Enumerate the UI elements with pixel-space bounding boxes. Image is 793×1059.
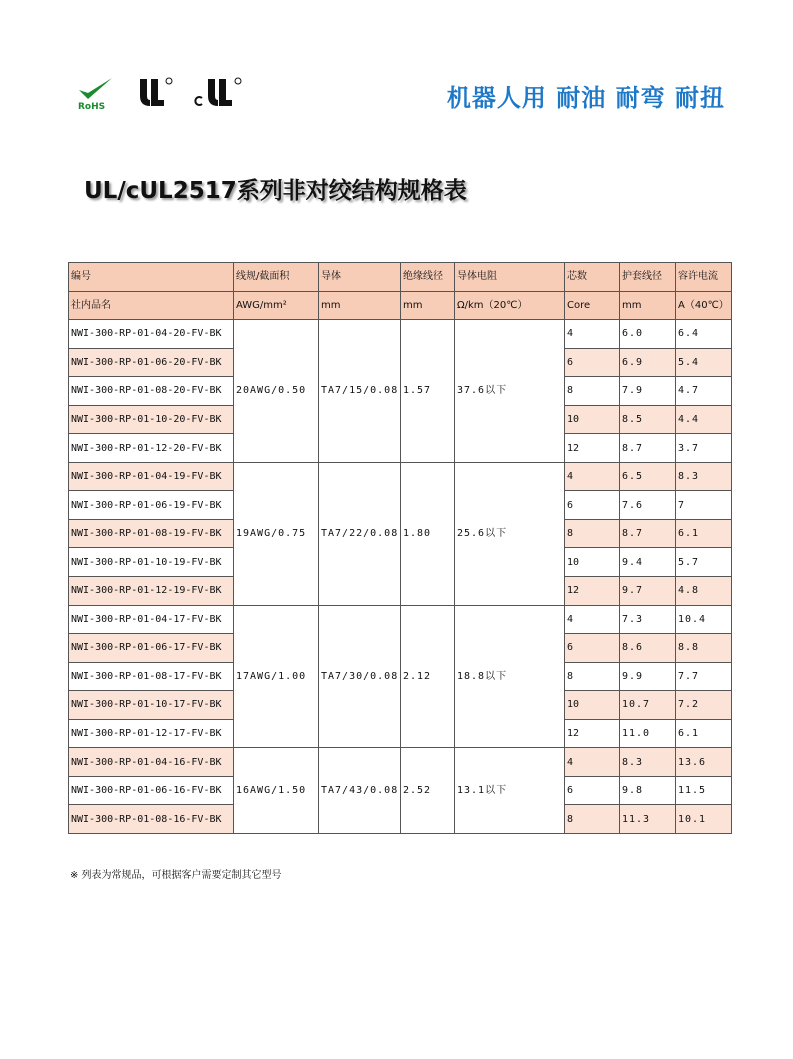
- part-number-cell: NWI-300-RP-01-10-19-FV-BK: [69, 548, 234, 577]
- header-insulation: 绝缘线径: [401, 263, 455, 292]
- table-row: [69, 320, 732, 349]
- cores-cell: 4: [565, 320, 620, 349]
- table-row: [69, 462, 732, 491]
- header-sheath: 护套线径: [620, 263, 676, 292]
- conductor-cell: TA7/30/0.08: [319, 605, 401, 748]
- header-code: 社内品名: [69, 291, 234, 320]
- checkmark-icon: [76, 76, 116, 102]
- sheath-cell: 11.0: [620, 719, 676, 748]
- header-conductor: mm: [319, 291, 401, 320]
- footnote: ※ 列表为常规品，可根据客户需要定制其它型号: [70, 870, 282, 881]
- part-number-cell: NWI-300-RP-01-08-16-FV-BK: [69, 805, 234, 834]
- sheath-cell: 9.7: [620, 577, 676, 606]
- part-number-cell: NWI-300-RP-01-08-19-FV-BK: [69, 519, 234, 548]
- part-number-cell: NWI-300-RP-01-12-20-FV-BK: [69, 434, 234, 463]
- part-number-cell: NWI-300-RP-01-12-19-FV-BK: [69, 577, 234, 606]
- header-gauge: AWG/mm²: [234, 291, 319, 320]
- part-number-cell: NWI-300-RP-01-04-16-FV-BK: [69, 748, 234, 777]
- ul-mark-icon: [136, 76, 174, 108]
- cores-cell: 4: [565, 605, 620, 634]
- current-cell: 11.5: [676, 776, 732, 805]
- current-cell: 7: [676, 491, 732, 520]
- part-number-cell: NWI-300-RP-01-04-20-FV-BK: [69, 320, 234, 349]
- cores-cell: 6: [565, 776, 620, 805]
- header-conductor: 导体: [319, 263, 401, 292]
- table-row: [69, 605, 732, 634]
- current-cell: 8.3: [676, 462, 732, 491]
- sheath-cell: 7.3: [620, 605, 676, 634]
- header-code: 编号: [69, 263, 234, 292]
- sheath-cell: 9.9: [620, 662, 676, 691]
- header-gauge: 线规/截面积: [234, 263, 319, 292]
- sheath-cell: 8.6: [620, 634, 676, 663]
- gauge-cell: 20AWG/0.50: [234, 320, 319, 463]
- resistance-cell: 13.1以下: [455, 748, 565, 834]
- gauge-cell: 17AWG/1.00: [234, 605, 319, 748]
- current-cell: 8.8: [676, 634, 732, 663]
- cores-cell: 12: [565, 434, 620, 463]
- part-number-cell: NWI-300-RP-01-06-16-FV-BK: [69, 776, 234, 805]
- part-number-cell: NWI-300-RP-01-10-20-FV-BK: [69, 405, 234, 434]
- current-cell: 4.7: [676, 377, 732, 406]
- cores-cell: 10: [565, 405, 620, 434]
- gauge-cell: 19AWG/0.75: [234, 462, 319, 605]
- sheath-cell: 8.7: [620, 434, 676, 463]
- cores-cell: 6: [565, 634, 620, 663]
- current-cell: 6.1: [676, 519, 732, 548]
- part-number-cell: NWI-300-RP-01-04-17-FV-BK: [69, 605, 234, 634]
- cores-cell: 4: [565, 748, 620, 777]
- page-title: UL/cUL2517系列非对绞结构规格表: [84, 178, 467, 204]
- current-cell: 5.4: [676, 348, 732, 377]
- sheath-cell: 8.5: [620, 405, 676, 434]
- header-sheath: mm: [620, 291, 676, 320]
- current-cell: 13.6: [676, 748, 732, 777]
- part-number-cell: NWI-300-RP-01-08-17-FV-BK: [69, 662, 234, 691]
- sheath-cell: 6.9: [620, 348, 676, 377]
- header-cores: Core: [565, 291, 620, 320]
- cores-cell: 6: [565, 491, 620, 520]
- insulation-cell: 2.12: [401, 605, 455, 748]
- header-resistance: Ω/km（20℃）: [455, 291, 565, 320]
- cores-cell: 12: [565, 577, 620, 606]
- cores-cell: 12: [565, 719, 620, 748]
- sheath-cell: 11.3: [620, 805, 676, 834]
- rohs-logo-text: RoHS: [78, 102, 106, 112]
- current-cell: 7.2: [676, 691, 732, 720]
- gauge-cell: 16AWG/1.50: [234, 748, 319, 834]
- cores-cell: 8: [565, 805, 620, 834]
- header-row: [69, 263, 732, 292]
- rohs-logo: [76, 76, 116, 112]
- sheath-cell: 7.6: [620, 491, 676, 520]
- header-resistance: 导体电阻: [455, 263, 565, 292]
- conductor-cell: TA7/43/0.08: [319, 748, 401, 834]
- current-cell: 3.7: [676, 434, 732, 463]
- resistance-cell: 18.8以下: [455, 605, 565, 748]
- sheath-cell: 8.3: [620, 748, 676, 777]
- current-cell: 4.8: [676, 577, 732, 606]
- current-cell: 10.4: [676, 605, 732, 634]
- part-number-cell: NWI-300-RP-01-08-20-FV-BK: [69, 377, 234, 406]
- sheath-cell: 10.7: [620, 691, 676, 720]
- sheath-cell: 8.7: [620, 519, 676, 548]
- insulation-cell: 1.57: [401, 320, 455, 463]
- cul-logo: [193, 76, 243, 108]
- tagline: 机器人用 耐油 耐弯 耐扭: [446, 83, 725, 112]
- current-cell: 10.1: [676, 805, 732, 834]
- table-row: [69, 748, 732, 777]
- cores-cell: 8: [565, 662, 620, 691]
- cores-cell: 10: [565, 548, 620, 577]
- part-number-cell: NWI-300-RP-01-12-17-FV-BK: [69, 719, 234, 748]
- cores-cell: 8: [565, 377, 620, 406]
- sheath-cell: 7.9: [620, 377, 676, 406]
- resistance-cell: 25.6以下: [455, 462, 565, 605]
- current-cell: 4.4: [676, 405, 732, 434]
- current-cell: 6.1: [676, 719, 732, 748]
- current-cell: 5.7: [676, 548, 732, 577]
- cores-cell: 10: [565, 691, 620, 720]
- cores-cell: 8: [565, 519, 620, 548]
- spec-table: [68, 262, 732, 834]
- header-row: [69, 291, 732, 320]
- current-cell: 6.4: [676, 320, 732, 349]
- cores-cell: 4: [565, 462, 620, 491]
- sheath-cell: 9.8: [620, 776, 676, 805]
- part-number-cell: NWI-300-RP-01-10-17-FV-BK: [69, 691, 234, 720]
- insulation-cell: 2.52: [401, 748, 455, 834]
- part-number-cell: NWI-300-RP-01-06-20-FV-BK: [69, 348, 234, 377]
- part-number-cell: NWI-300-RP-01-04-19-FV-BK: [69, 462, 234, 491]
- cul-mark-icon: [193, 76, 243, 108]
- header-insulation: mm: [401, 291, 455, 320]
- part-number-cell: NWI-300-RP-01-06-19-FV-BK: [69, 491, 234, 520]
- header-current: 容许电流: [676, 263, 732, 292]
- resistance-cell: 37.6以下: [455, 320, 565, 463]
- current-cell: 7.7: [676, 662, 732, 691]
- header-cores: 芯数: [565, 263, 620, 292]
- conductor-cell: TA7/22/0.08: [319, 462, 401, 605]
- conductor-cell: TA7/15/0.08: [319, 320, 401, 463]
- sheath-cell: 6.5: [620, 462, 676, 491]
- cores-cell: 6: [565, 348, 620, 377]
- part-number-cell: NWI-300-RP-01-06-17-FV-BK: [69, 634, 234, 663]
- ul-logo: [136, 76, 174, 108]
- sheath-cell: 9.4: [620, 548, 676, 577]
- header-current: A（40℃）: [676, 291, 732, 320]
- sheath-cell: 6.0: [620, 320, 676, 349]
- insulation-cell: 1.80: [401, 462, 455, 605]
